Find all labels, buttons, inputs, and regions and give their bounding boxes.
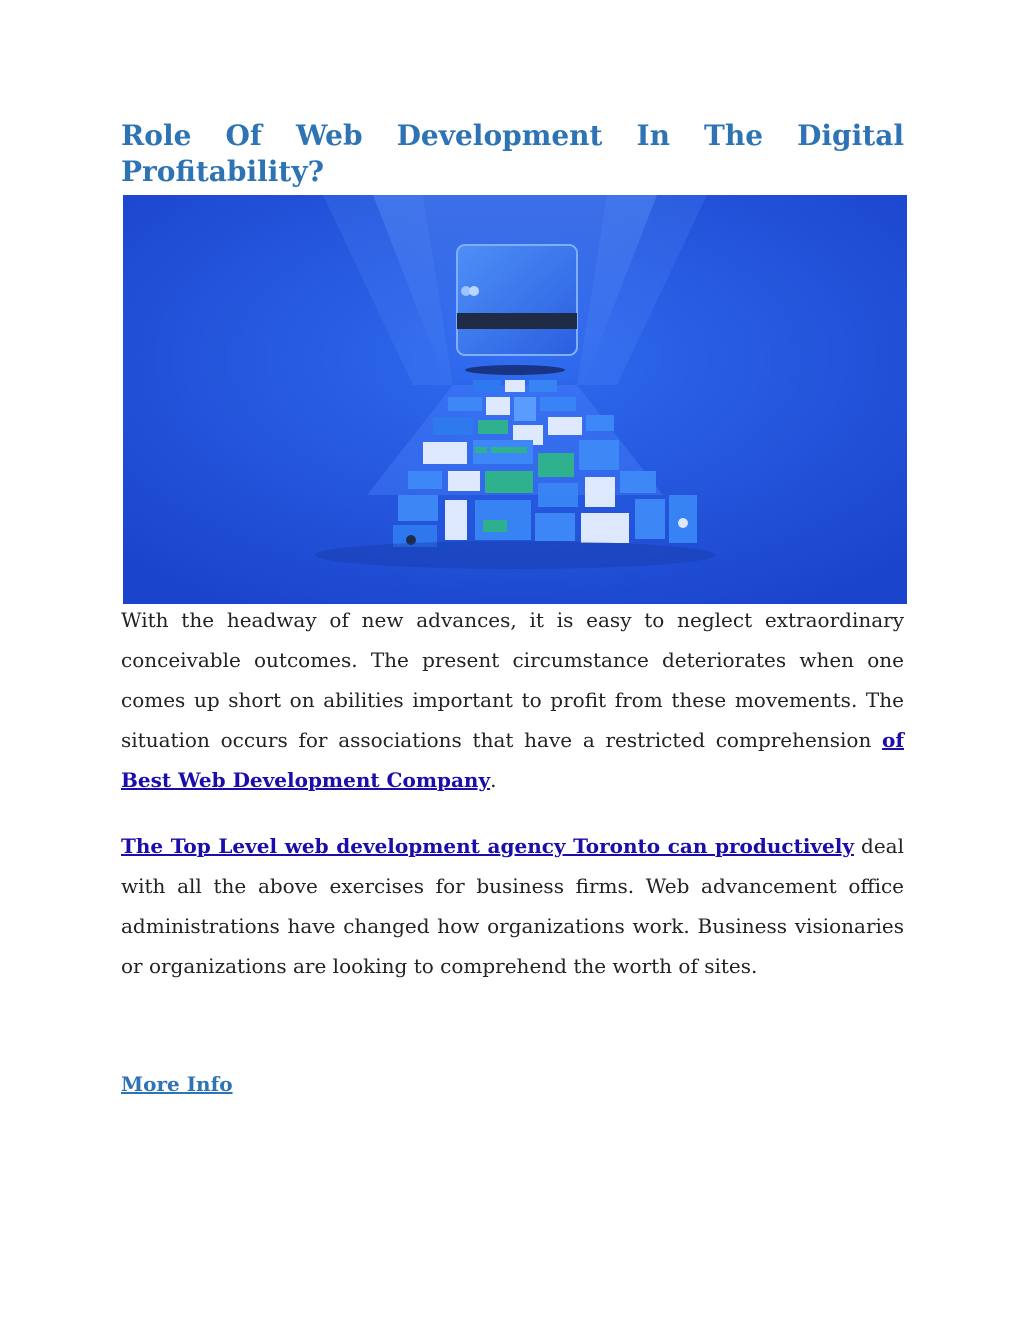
intro-paragraph [121,600,904,800]
page-title: Role Of Web Development In The Digital Profitability? [121,119,904,188]
best-web-development-company-link[interactable]: of Best Web Development Company [121,728,904,792]
toronto-agency-link[interactable]: The Top Level web development agency Toronto can productively [121,834,854,858]
agency-text: deal with all the above exercises for business firms. Web advancement office administrations have changed how organizations work. Business visionaries or organizations are looking to comprehend the worth of sites. [121,834,904,978]
more-info-link[interactable]: More Info [121,1072,233,1096]
intro-tail: . [490,768,497,792]
credit-card-web-ui-icon [123,195,907,604]
agency-paragraph [121,826,904,986]
more-info-paragraph [121,1066,233,1102]
hero-image [123,195,907,604]
intro-text: With the headway of new advances, it is easy to neglect extraordinary conceivable outcomes. The present circumstance deteriorates when one comes up short on abilities important to profit from these movements. The situation occurs for associations that have a restricted comprehension [121,608,904,752]
